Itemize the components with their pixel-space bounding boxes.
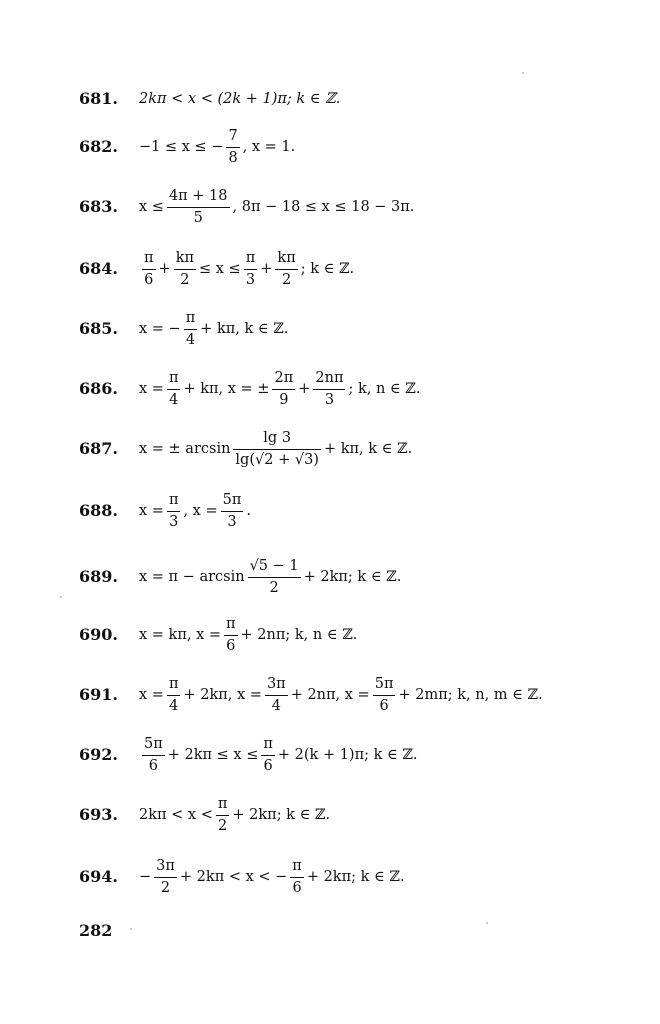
fraction (275, 250, 297, 289)
formula-text: . (246, 503, 251, 519)
formula-text: ; k ∈ ℤ. (300, 261, 355, 277)
answer-row (0, 116, 660, 178)
answer-formula (139, 604, 357, 666)
fraction (221, 492, 244, 531)
answer-row (0, 546, 660, 608)
fraction (272, 370, 295, 409)
fraction (265, 676, 288, 715)
answer-formula (139, 846, 405, 908)
formula-text: + (298, 381, 311, 397)
formula-text: + (158, 261, 171, 277)
answer-row (0, 298, 660, 360)
fraction-denominator: 8 (228, 149, 238, 166)
fraction (226, 128, 239, 167)
formula-text: x ≤ (139, 199, 164, 215)
fraction-numerator: 2π (274, 369, 294, 386)
formula-text: + 2(k + 1)π; k ∈ ℤ. (277, 747, 418, 763)
fraction-numerator: π (144, 249, 154, 266)
fraction-denominator: 3 (227, 513, 237, 530)
formula-text: x = (139, 687, 164, 703)
fraction-numerator: 5π (222, 491, 242, 508)
formula-text: , x = 1. (242, 139, 296, 155)
answer-row (0, 358, 660, 420)
fraction-denominator: 4 (169, 697, 179, 714)
answer-number: 693. (79, 805, 118, 824)
answer-number: 681. (79, 89, 118, 108)
fraction-numerator: π (217, 795, 228, 812)
fraction-numerator: π (185, 309, 196, 326)
answer-number: 682. (79, 137, 118, 156)
fraction-denominator: 2 (180, 271, 190, 288)
fraction (167, 188, 230, 227)
answer-formula (139, 664, 543, 726)
formula-text: x = ± arcsin (139, 441, 231, 457)
fraction-numerator: π (245, 249, 256, 266)
fraction-denominator: 2 (160, 879, 171, 896)
formula-text: + 2kπ; k ∈ ℤ. (306, 869, 405, 885)
fraction (167, 492, 181, 531)
fraction-numerator: π (263, 735, 273, 752)
formula-text: ; k, n ∈ ℤ. (348, 381, 421, 397)
fraction (167, 676, 181, 715)
answer-row (0, 418, 660, 480)
fraction-numerator: kπ (277, 249, 296, 266)
fraction (184, 310, 198, 349)
scan-speck (522, 72, 524, 74)
formula-text: , x = (183, 503, 218, 519)
fraction-numerator: 7 (228, 127, 238, 144)
fraction-denominator: 4 (185, 331, 196, 348)
fraction-denominator: 6 (292, 879, 302, 896)
answer-row (0, 664, 660, 726)
formula-text: + 2nπ; k, n ∈ ℤ. (240, 627, 358, 643)
answer-formula (139, 784, 330, 846)
fraction-denominator: 3 (169, 513, 179, 530)
fraction-denominator: 2 (218, 817, 228, 834)
fraction (224, 616, 238, 655)
answer-formula (139, 546, 401, 608)
fraction (142, 736, 165, 775)
fraction-denominator: 6 (379, 697, 389, 714)
answer-formula (139, 238, 354, 300)
fraction-numerator: √5 − 1 (249, 557, 299, 574)
fraction-denominator: 2 (269, 579, 279, 596)
formula-text: x = kπ, x = (139, 627, 222, 643)
answer-formula (139, 418, 412, 480)
formula-text: + 2kπ; k ∈ ℤ. (303, 569, 402, 585)
answer-row (0, 846, 660, 908)
fraction (244, 250, 258, 289)
fraction-denominator: lg(√2 + √3) (235, 451, 319, 468)
formula-text: x = (139, 503, 164, 519)
answer-number: 689. (79, 567, 118, 586)
answer-number: 690. (79, 625, 118, 644)
fraction-numerator: π (168, 675, 179, 692)
fraction-denominator: 4 (169, 391, 179, 408)
fraction-denominator: 9 (279, 391, 289, 408)
fraction-numerator: 2nπ (315, 369, 344, 386)
fraction (261, 736, 275, 775)
fraction-numerator: 3π (156, 857, 175, 874)
formula-text: + kπ, k ∈ ℤ. (323, 441, 413, 457)
answer-row (0, 238, 660, 300)
answer-row (0, 784, 660, 846)
formula-text: 2kπ < x < (139, 807, 213, 823)
fraction-denominator: 6 (226, 637, 236, 654)
fraction-numerator: π (292, 857, 302, 874)
fraction-denominator: 3 (245, 271, 256, 288)
fraction (290, 858, 304, 897)
fraction-denominator: 6 (263, 757, 273, 774)
answer-number: 686. (79, 379, 118, 398)
formula-text: ≤ x ≤ (199, 261, 241, 277)
answer-formula (139, 480, 251, 542)
formula-text: + kπ, x = ± (183, 381, 270, 397)
formula-text: x = π − arcsin (139, 569, 245, 585)
answer-formula (139, 116, 295, 178)
fraction-numerator: kπ (175, 249, 195, 266)
scan-speck (486, 922, 488, 924)
fraction (216, 796, 230, 835)
fraction-denominator: 6 (148, 757, 158, 774)
formula-text: 2kπ < x < (2k + 1)π; k ∈ ℤ. (139, 91, 341, 107)
formula-text: + 2kπ < x < − (179, 869, 288, 885)
answer-formula (139, 724, 418, 786)
formula-text: x = (139, 381, 164, 397)
fraction-numerator: 5π (144, 735, 163, 752)
fraction-numerator: π (168, 369, 179, 386)
answer-number: 692. (79, 745, 118, 764)
fraction (167, 370, 181, 409)
formula-text: − (139, 869, 152, 885)
answer-number: 694. (79, 867, 118, 886)
scan-speck (60, 596, 62, 598)
fraction-numerator: 5π (374, 675, 394, 692)
fraction (248, 558, 301, 597)
formula-text: + (260, 261, 273, 277)
fraction-denominator: 2 (281, 271, 292, 288)
formula-text: x = − (139, 321, 181, 337)
fraction-numerator: 4π + 18 (168, 187, 228, 204)
fraction-denominator: 5 (193, 209, 203, 226)
fraction (154, 858, 177, 897)
fraction (373, 676, 396, 715)
answer-number: 688. (79, 501, 118, 520)
answer-row (0, 604, 660, 666)
fraction (233, 430, 321, 469)
fraction (313, 370, 345, 409)
formula-text: + 2kπ; k ∈ ℤ. (232, 807, 331, 823)
answer-row (0, 480, 660, 542)
answer-row (0, 724, 660, 786)
fraction-denominator: 6 (144, 271, 154, 288)
fraction-denominator: 4 (271, 697, 281, 714)
page-number: 282 (79, 921, 113, 940)
answer-number: 691. (79, 685, 118, 704)
fraction (174, 250, 196, 289)
fraction-denominator: 3 (324, 391, 335, 408)
formula-text: + 2kπ ≤ x ≤ (167, 747, 259, 763)
formula-text: + 2kπ, x = (183, 687, 262, 703)
scan-speck (130, 928, 132, 930)
fraction-numerator: lg 3 (263, 429, 292, 446)
answer-number: 685. (79, 319, 118, 338)
answer-number: 687. (79, 439, 118, 458)
formula-text: −1 ≤ x ≤ − (139, 139, 224, 155)
fraction-numerator: 3π (266, 675, 286, 692)
answer-formula (139, 298, 288, 360)
formula-text: + 2nπ, x = (290, 687, 370, 703)
formula-text: + kπ, k ∈ ℤ. (200, 321, 289, 337)
answer-formula (139, 358, 420, 420)
fraction-numerator: π (168, 491, 179, 508)
formula-text: , 8π − 18 ≤ x ≤ 18 − 3π. (232, 199, 415, 215)
answer-number: 684. (79, 259, 118, 278)
answer-row (0, 176, 660, 238)
fraction-numerator: π (226, 615, 236, 632)
answer-formula (139, 176, 414, 238)
fraction (142, 250, 156, 289)
formula-text: + 2mπ; k, n, m ∈ ℤ. (398, 687, 543, 703)
answer-number: 683. (79, 197, 118, 216)
